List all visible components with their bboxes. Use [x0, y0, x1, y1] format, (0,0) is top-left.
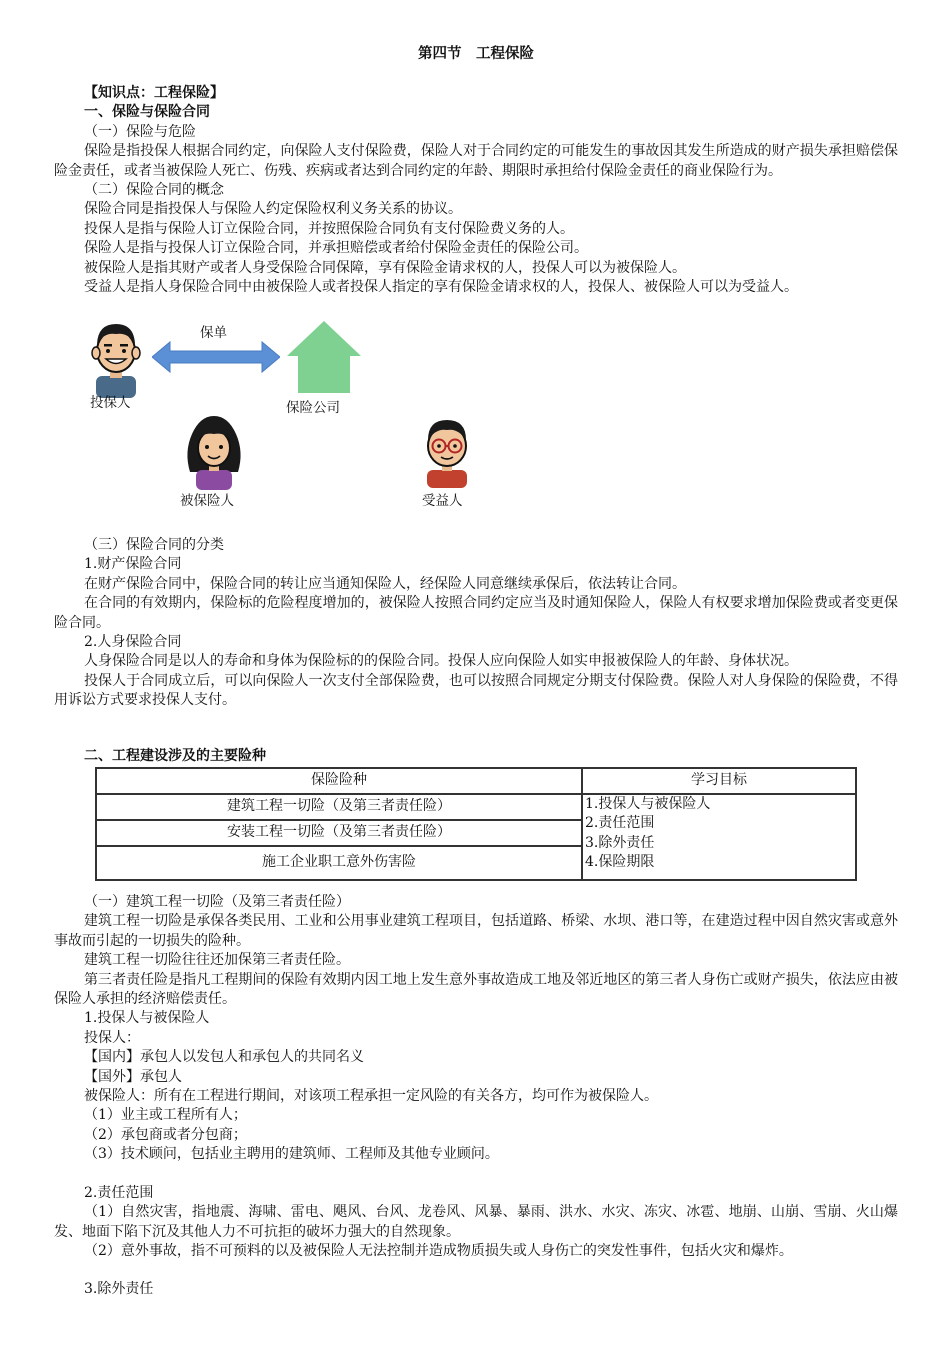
item-property-contract: 1.财产保险合同 — [84, 556, 182, 573]
paragraph: 在财产保险合同中，保险合同的转让应当通知保险人，经保险人同意继续承保后，依法转让合同。 — [84, 575, 686, 592]
table-header: 保险险种 — [96, 768, 582, 794]
text-line: 投保人： — [84, 1029, 140, 1046]
text-line: （3）技术顾问，包括业主聘用的建筑师、工程师及其他专业顾问。 — [84, 1146, 499, 1163]
policyholder-label: 投保人 — [90, 395, 131, 411]
subheading-1-3: （三）保险合同的分类 — [84, 537, 224, 553]
text-line: 被保险人：所有在工程进行期间，对该项工程承担一定风险的有关各方，均可作为被保险人。 — [84, 1088, 658, 1105]
paragraph: 人身保险合同是以人的寿命和身体为保险标的的保险合同。投保人应向保险人如实申报被保险人的年龄、身体状况。 — [84, 653, 798, 670]
heading-2: 二、工程建设涉及的主要险种 — [84, 748, 266, 764]
item-coverage: 2.责任范围 — [84, 1184, 154, 1201]
policyholder-icon — [88, 318, 144, 398]
paragraph: 建筑工程一切险往往还加保第三者责任险。 — [84, 952, 350, 969]
insurance-relationship-diagram — [54, 316, 898, 516]
text-line: 【国内】承包人以发包人和承包人的共同名义 — [84, 1049, 364, 1066]
beneficiary-icon — [418, 414, 476, 488]
learning-goals-cell — [582, 794, 856, 880]
section-2 — [54, 893, 898, 1300]
section-1 — [54, 84, 898, 297]
table-row: 建筑工程一切险（及第三者责任险） — [96, 794, 582, 820]
paragraph: 投保人于合同成立后，可以向保险人一次支付全部保险费，也可以按照合同规定分期支付保险费。保险人对人身保险的保险费，不得用诉讼方式要求投保人支付。 — [54, 672, 898, 709]
paragraph: （1）自然灾害，指地震、海啸、雷电、飓风、台风、龙卷风、风暴、暴雨、洪水、水灾、冻灾、冰雹、地崩、山崩、雪崩、火山爆发、地面下陷下沉及其他人力不可抗拒的破坏力强大的自然现象。 — [54, 1204, 898, 1240]
insurance-company-house-icon — [286, 320, 362, 394]
double-arrow-icon — [152, 340, 280, 374]
subheading-2-1: （一）建筑工程一切险（及第三者责任险） — [84, 894, 350, 910]
text-line: （2）承包商或者分包商； — [84, 1126, 247, 1143]
insurance-types-table — [95, 767, 857, 881]
goal-item: 4.保险期限 — [585, 854, 655, 871]
definition-line: 被保险人是指其财产或者人身受保险合同保障，享有保险金请求权的人，投保人可以为被保险人。 — [84, 259, 686, 276]
knowledge-point: 【知识点：工程保险】 — [84, 85, 224, 101]
paragraph: 第三者责任险是指凡工程期间的保险有效期内因工地上发生意外事故造成工地及邻近地区的第三者人身伤亡或财产损失，依法应由被保险人承担的经济赔偿责任。 — [54, 971, 898, 1008]
subheading-1-2: （二）保险合同的概念 — [84, 182, 224, 199]
item-policyholder-insured: 1.投保人与被保险人 — [84, 1010, 210, 1027]
definition-line: 保险合同是指投保人与保险人约定保险权利义务关系的协议。 — [84, 201, 462, 218]
definition-line: 保险人是指与投保人订立保险合同，并承担赔偿或者给付保险金责任的保险公司。 — [84, 240, 588, 257]
paragraph-insurance-definition: 保险是指投保人根据合同约定，向保险人支付保险费，保险人对于合同约定的可能发生的事故因其发生所造成的财产损失承担赔偿保险金责任，或者当被保险人死亡、伤残、疾病或者达到合同约定的年龄、期限时承担给付保险金责任的商业保险行为。 — [54, 143, 898, 179]
insured-label: 被保险人 — [180, 493, 234, 509]
goal-item: 3.除外责任 — [585, 834, 655, 851]
goal-item: 1.投保人与被保险人 — [585, 796, 711, 812]
subheading-1-1: （一）保险与危险 — [84, 123, 196, 140]
table-header: 学习目标 — [582, 768, 856, 794]
section-title: 第四节 工程保险 — [418, 45, 534, 62]
paragraph: 建筑工程一切险是承保各类民用、工业和公用事业建筑工程项目，包括道路、桥梁、水坝、港口等，在建造过程中因自然灾害或意外事故而引起的一切损失的险种。 — [54, 913, 898, 949]
beneficiary-label: 受益人 — [422, 493, 463, 509]
text-line: （1）业主或工程所有人； — [84, 1107, 247, 1124]
heading-1: 一、保险与保险合同 — [84, 104, 210, 121]
item-exclusions: 3.除外责任 — [84, 1281, 154, 1298]
text-line: 【国外】承包人 — [84, 1068, 182, 1085]
insurance-company-label: 保险公司 — [286, 400, 340, 416]
paragraph: 在合同的有效期内，保险标的危险程度增加的，被保险人按照合同约定应当及时通知保险人，保险人有权要求增加保险费或者变更保险合同。 — [54, 595, 898, 631]
policy-label: 保单 — [200, 325, 227, 341]
definition-line: 受益人是指人身保险合同中由被保险人或者投保人指定的享有保险金请求权的人，投保人、被保险人可以为受益人。 — [84, 279, 798, 296]
paragraph: （2）意外事故，指不可预料的以及被保险人无法控制并造成物质损失或人身伤亡的突发性事件，包括火灾和爆炸。 — [84, 1242, 793, 1259]
goal-item: 2.责任范围 — [585, 815, 655, 832]
item-personal-contract: 2.人身保险合同 — [84, 634, 182, 651]
definition-line: 投保人是指与保险人订立保险合同，并按照保险合同负有支付保险费义务的人。 — [84, 220, 574, 237]
section-1b — [54, 536, 898, 711]
table-row: 安装工程一切险（及第三者责任险） — [96, 820, 582, 846]
table-row: 施工企业职工意外伤害险 — [96, 846, 582, 880]
insured-icon — [182, 412, 246, 490]
